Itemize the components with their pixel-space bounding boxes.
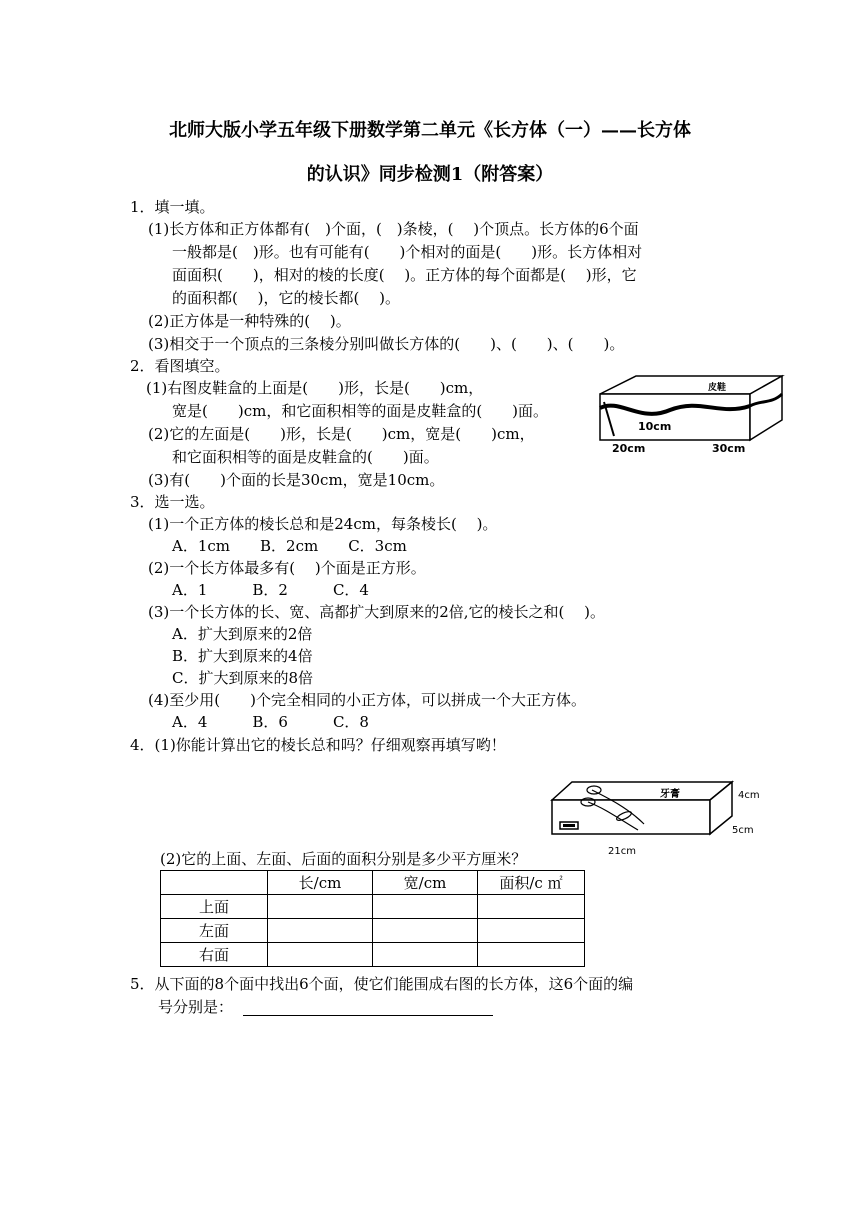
table-header-cell: 面积/c ㎡ xyxy=(478,871,585,895)
shoe-box-length-label: 30cm xyxy=(712,442,746,455)
shoe-box-figure xyxy=(590,368,790,460)
q2-part2-line2: 和它面积相等的面是皮鞋盒的( )面。 xyxy=(172,448,439,466)
toothpaste-box-figure xyxy=(548,778,778,860)
q1-part1-line3: 面面积( )，相对的棱的长度( )。正方体的每个面都是( )形，它 xyxy=(172,266,637,284)
table-cell[interactable] xyxy=(373,895,478,919)
q4-part1: 4．(1)你能计算出它的棱长总和吗？仔细观察再填写哟！ xyxy=(130,736,506,754)
table-header-cell: 宽/cm xyxy=(373,871,478,895)
q2-part1-line1: (1)右图皮鞋盒的上面是( )形，长是( )cm， xyxy=(146,379,484,397)
table-header-cell: 长/cm xyxy=(268,871,373,895)
area-table xyxy=(160,870,585,967)
q3-part3-option-c: C．扩大到原来的8倍 xyxy=(172,669,314,687)
table-cell[interactable] xyxy=(478,919,585,943)
table-row-label: 左面 xyxy=(161,919,268,943)
table-cell[interactable] xyxy=(268,943,373,967)
page-title-line2: 的认识》同步检测1（附答案） xyxy=(306,164,554,185)
table-cell[interactable] xyxy=(268,919,373,943)
table-row xyxy=(161,943,585,967)
q3-part1: (1)一个正方体的棱长总和是24cm，每条棱长( )。 xyxy=(148,515,498,533)
table-row xyxy=(161,895,585,919)
q1-part1-line1: (1)长方体和正方体都有( )个面，( )条棱，( )个顶点。长方体的6个面 xyxy=(148,220,639,238)
q3-part3-option-b: B．扩大到原来的4倍 xyxy=(172,647,313,665)
table-cell[interactable] xyxy=(268,895,373,919)
table-cell[interactable] xyxy=(478,943,585,967)
table-row-label: 上面 xyxy=(161,895,268,919)
q3-part3-option-a: A．扩大到原来的2倍 xyxy=(172,625,313,643)
q1-part2: (2)正方体是一种特殊的( )。 xyxy=(148,312,351,330)
table-cell[interactable] xyxy=(373,919,478,943)
q5-line2: 号分别是： xyxy=(158,998,234,1016)
q2-part3: (3)有( )个面的长是30cm，宽是10cm。 xyxy=(148,471,445,489)
toothpaste-box-width-label: 5cm xyxy=(732,825,754,836)
q5-answer-blank[interactable] xyxy=(243,1014,493,1016)
q2-part1-line2: 宽是( )cm，和它面积相等的面是皮鞋盒的( )面。 xyxy=(172,402,549,420)
table-row xyxy=(161,919,585,943)
table-cell[interactable] xyxy=(478,895,585,919)
table-header-row xyxy=(161,871,585,895)
shoe-box-height-label: 10cm xyxy=(638,420,672,433)
toothpaste-box-length-label: 21cm xyxy=(608,846,636,857)
shoe-box-width-label: 20cm xyxy=(612,442,646,455)
q4-part2: (2)它的上面、左面、后面的面积分别是多少平方厘米？ xyxy=(160,850,527,868)
q2-heading: 2．看图填空。 xyxy=(130,357,230,375)
q1-part1-line2: 一般都是( )形。也有可能有( )个相对的面是( )形。长方体相对 xyxy=(172,243,643,261)
q2-part2-line1: (2)它的左面是( )形，长是( )cm，宽是( )cm， xyxy=(148,425,535,443)
q3-heading: 3．选一选。 xyxy=(130,493,215,511)
q5-line1: 5．从下面的8个面中找出6个面，使它们能围成右图的长方体，这6个面的编 xyxy=(130,975,634,993)
table-row-label: 右面 xyxy=(161,943,268,967)
q1-part1-line4: 的面积都( )，它的棱长都( )。 xyxy=(172,289,400,307)
shoe-box-label: 皮鞋 xyxy=(708,383,727,393)
q3-part3: (3)一个长方体的长、宽、高都扩大到原来的2倍,它的棱长之和( )。 xyxy=(148,603,606,621)
q3-part4-options: A．4 B．6 C．8 xyxy=(172,713,369,731)
q1-part3: (3)相交于一个顶点的三条棱分别叫做长方体的( )、( )、( )。 xyxy=(148,335,625,353)
page-title-line1: 北师大版小学五年级下册数学第二单元《长方体（一）——长方体 xyxy=(169,120,691,141)
q3-part2-options: A．1 B．2 C．4 xyxy=(172,581,369,599)
toothpaste-box-label: 牙膏 xyxy=(660,789,680,800)
q3-part2: (2)一个长方体最多有( )个面是正方形。 xyxy=(148,559,426,577)
q1-heading: 1．填一填。 xyxy=(130,198,215,216)
toothpaste-box-height-label: 4cm xyxy=(738,790,760,801)
table-cell[interactable] xyxy=(373,943,478,967)
q3-part4: (4)至少用( )个完全相同的小正方体，可以拼成一个大正方体。 xyxy=(148,691,586,709)
table-header-cell xyxy=(161,871,268,895)
q3-part1-options: A．1cm B．2cm C．3cm xyxy=(172,537,407,555)
